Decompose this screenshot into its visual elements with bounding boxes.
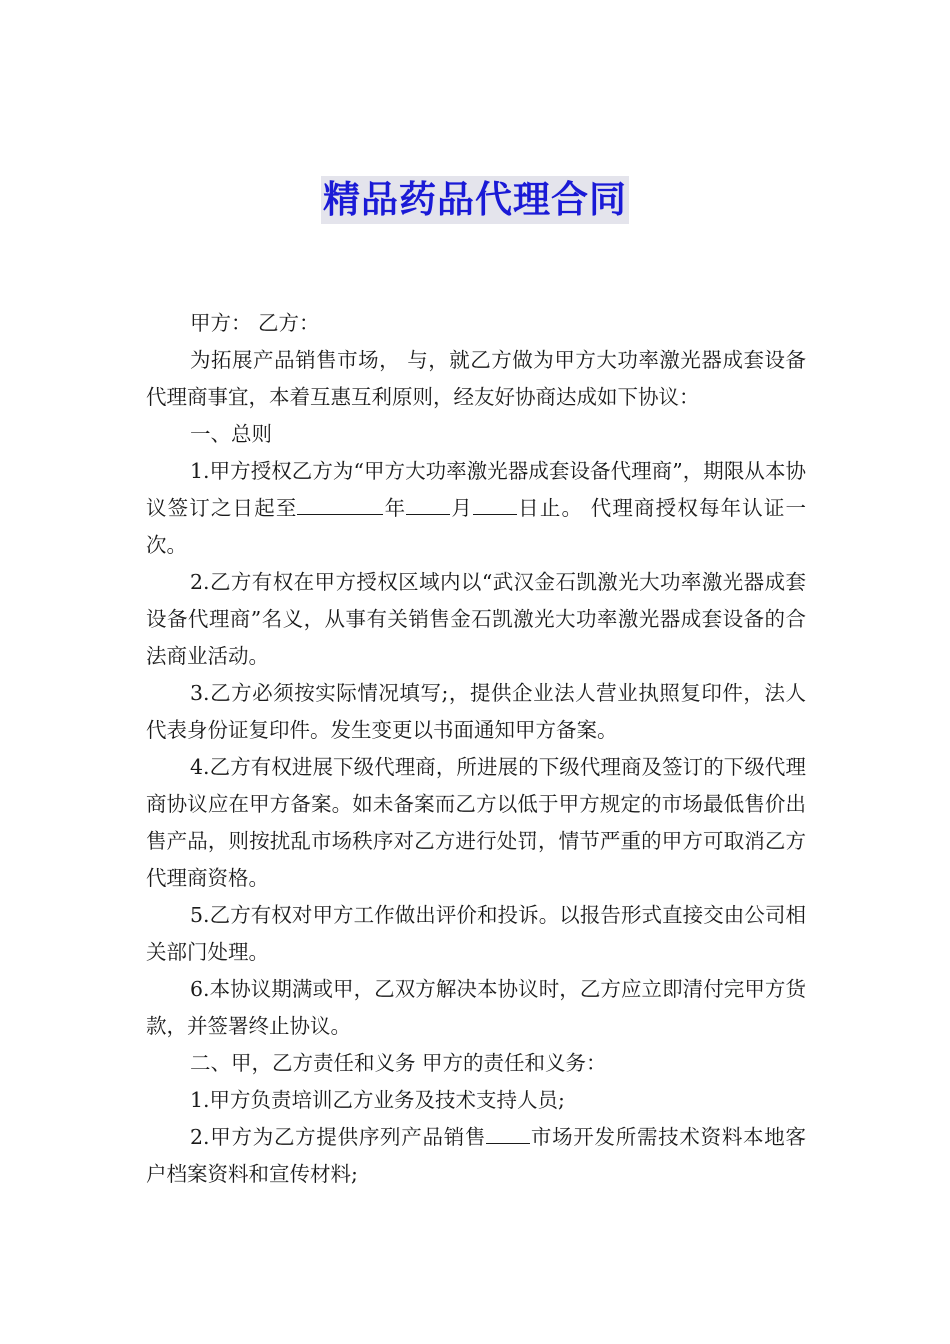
clause-1-1-text-c: 月 <box>450 496 474 520</box>
clause-1-1-text-a: 1.甲方授权乙方为“甲方大功率激光器成套设备代理商”，期限从本协议签订之日起至 <box>146 459 806 520</box>
blank-day <box>473 492 517 515</box>
clause-1-3: 3.乙方必须按实际情况填写;，提供企业法人营业执照复印件，法人代表身份证复印件。发生变更以书面通知甲方备案。 <box>146 681 806 742</box>
section-heading-general: 一、总则 <box>190 422 272 446</box>
clause-1-4: 4.乙方有权进展下级代理商，所进展的下级代理商及签订的下级代理商协议应在甲方备案。如未备案而乙方以低于甲方规定的市场最低售价出售产品，则按扰乱市场秩序对乙方进行处罚，情节严重的甲方可取消乙方代理商资格。 <box>146 755 806 890</box>
clause-2-2-text-a: 2.甲方为乙方提供序列产品销售 <box>190 1125 487 1149</box>
preamble-paragraph: 为拓展产品销售市场， 与，就乙方做为甲方大功率激光器成套设备代理商事宜，本着互惠互利原则，经友好协商达成如下协议： <box>146 348 806 409</box>
blank-product <box>486 1121 530 1144</box>
clause-2-2 <box>146 1119 806 1193</box>
document-body <box>146 305 806 1193</box>
blank-month <box>406 492 450 515</box>
clause-2-2-text-b: 市场开发所需技术资料本地客户档案资料和宣传材料; <box>146 1125 806 1186</box>
clause-1-2: 2.乙方有权在甲方授权区域内以“武汉金石凯激光大功率激光器成套设备代理商”名义，从事有关销售金石凯激光大功率激光器成套设备的合法商业活动。 <box>146 570 806 668</box>
section-heading-duties: 二、甲，乙方责任和义务 甲方的责任和义务： <box>190 1051 607 1075</box>
title-block <box>0 176 950 224</box>
clause-1-1-text-b: 年 <box>383 496 407 520</box>
clause-1-1 <box>146 453 806 564</box>
blank-year <box>297 492 383 515</box>
clause-2-1: 1.甲方负责培训乙方业务及技术支持人员; <box>190 1088 565 1112</box>
clause-1-1-text-d: 日止。 代理商授权每年认证一次。 <box>146 496 807 557</box>
clause-1-5: 5.乙方有权对甲方工作做出评价和投诉。以报告形式直接交由公司相关部门处理。 <box>146 903 806 964</box>
parties-line: 甲方： 乙方： <box>190 311 320 335</box>
document-title: 精品药品代理合同 <box>321 176 629 224</box>
clause-1-6: 6.本协议期满或甲，乙双方解决本协议时，乙方应立即清付完甲方货款，并签署终止协议。 <box>146 977 806 1038</box>
